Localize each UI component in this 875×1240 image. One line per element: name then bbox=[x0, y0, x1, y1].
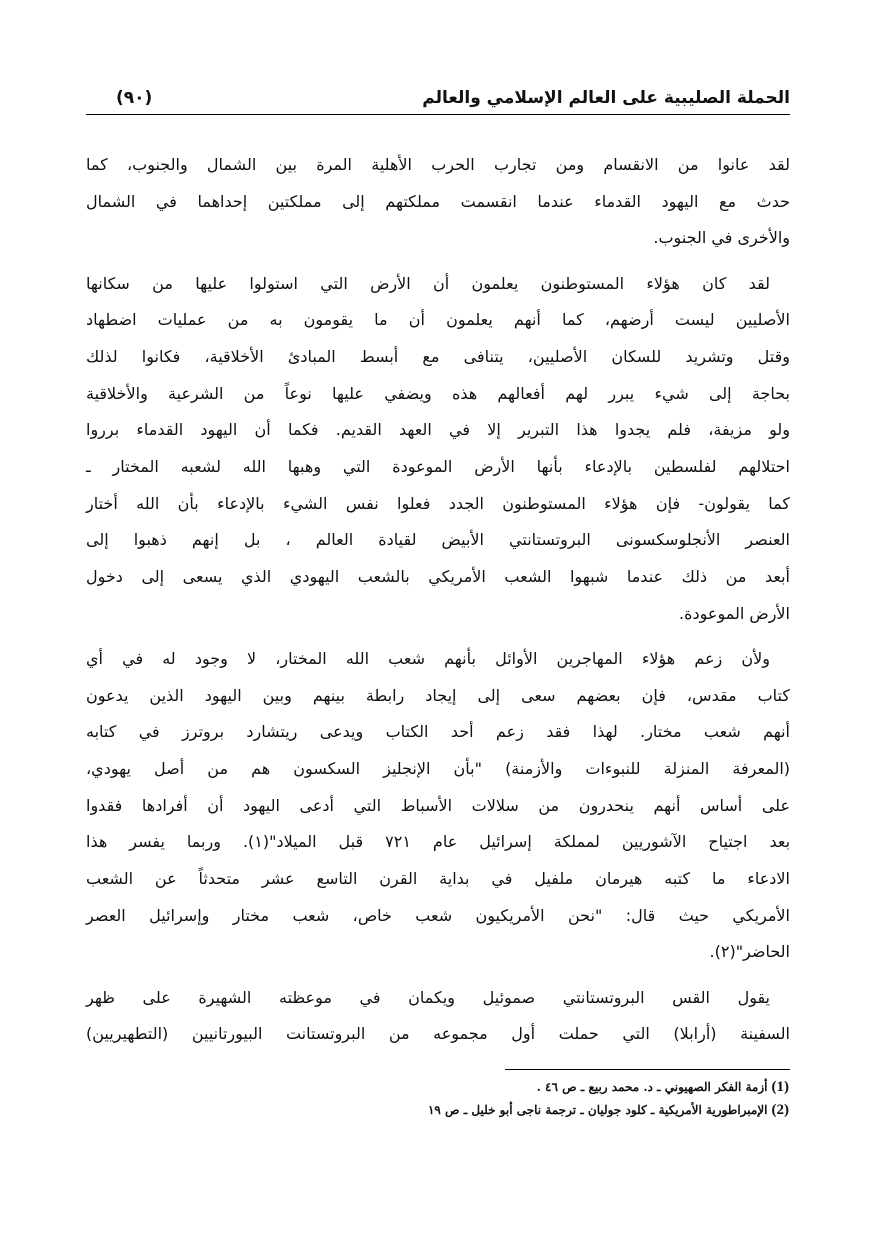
text-line: أنهم شعب مختار. لهذا فقد زعم أحد الكتاب ويدعى ريتشارد بروترز في كتابه bbox=[86, 722, 790, 742]
text-line: يقول القس البروتستانتي صموئيل ويكمان في موعظته الشهيرة على ظهر bbox=[86, 987, 770, 1007]
paragraph bbox=[86, 266, 790, 633]
footnote-marker: (1) bbox=[771, 1079, 789, 1095]
text-line: الحاضر"(٢). bbox=[709, 942, 790, 962]
paragraph bbox=[86, 641, 790, 971]
text-line: بعد اجتياح الآشوريين لمملكة إسرائيل عام ٧٢١ قبل الميلاد"(١). وربما يفسر هذا bbox=[86, 832, 791, 852]
text-line: الأرض الموعودة. bbox=[679, 603, 790, 623]
text-line: حدث مع اليهود القدماء عندما انقسمت مملكتهم إلى مملكتين إحداهما في الشمال bbox=[86, 191, 790, 211]
footnote bbox=[428, 1099, 789, 1122]
text-line: والأخرى في الجنوب. bbox=[653, 228, 790, 248]
text-line: الأمريكي حيث قال: "نحن الأمريكيون شعب خاص، شعب مختار وإسرائيل العصر bbox=[86, 905, 790, 925]
body-text bbox=[86, 147, 790, 1062]
footnote-divider bbox=[505, 1069, 790, 1070]
text-line: ولو مزيفة، فلم يجدوا هذا التبرير إلا في العهد القديم. فكما أن اليهود القدماء برروا bbox=[86, 420, 790, 440]
text-line: الأصليين ليست أرضهم، كما أنهم يعلمون أن ما يقومون به من عمليات اضطهاد bbox=[86, 310, 790, 330]
text-line: لقد عانوا من الانقسام ومن تجارب الحرب الأهلية المرة بين الشمال والجنوب، كما bbox=[86, 155, 790, 174]
text-line: بحاجة إلى شيء يبرر لهم أفعالهم هذه ويضفي عليها نوعاً من الشرعية والأخلاقية bbox=[86, 383, 790, 403]
page-number: (٩٠) bbox=[116, 88, 153, 108]
text-line: على أساس أنهم ينحدرون من سلالات الأسباط التي أدعى اليهود أن أفرادها فقدوا bbox=[86, 795, 790, 815]
footnote bbox=[428, 1076, 789, 1099]
text-line: أبعد من ذلك عندما شبهوا الشعب الأمريكي بالشعب اليهودي الذي يسعى إلى دخول bbox=[86, 567, 790, 587]
footnote-text: الإمبراطورية الأمريكية ـ كلود جوليان ـ ترجمة ناجى أبو خليل ـ ص ١٩ bbox=[427, 1103, 768, 1117]
running-header bbox=[86, 84, 790, 115]
text-line: السفينة (أرابلا) التي حملت أول مجموعه من البروتستانت البيورتانيين (التطهيريين) bbox=[86, 1024, 790, 1044]
footnote-marker: (2) bbox=[771, 1102, 789, 1118]
text-line: لقد كان هؤلاء المستوطنون يعلمون أن الأرض التي استولوا عليها من سكانها bbox=[86, 273, 770, 293]
paragraph bbox=[86, 980, 790, 1053]
text-line: الادعاء ما كتبه هيرمان ملفيل في بداية القرن التاسع عشر متحدثاً عن الشعب bbox=[86, 869, 790, 889]
text-line: احتلالهم لفلسطين بالإدعاء بأنها الأرض الموعودة التي وهبها الله لشعبه المختار ـ bbox=[86, 457, 790, 476]
text-line: (المعرفة المنزلة للنبوءات والأزمنة) "بأن الإنجليز السكسون هم من أصل يهودي، bbox=[86, 759, 790, 778]
book-title: الحملة الصليبية على العالم الإسلامي والعالم bbox=[422, 88, 790, 108]
text-line: العنصر الأنجلوسكسونى البروتستانتي الأبيض لقيادة العالم ، بل إنهم ذهبوا إلى bbox=[86, 530, 790, 550]
text-line: كتاب مقدس، فإن بعضهم سعى إلى إيجاد رابطة بينهم وبين اليهود الذين يدعون bbox=[86, 685, 790, 705]
paragraph bbox=[86, 147, 790, 257]
text-line: كما يقولون- فإن هؤلاء المستوطنون الجدد فعلوا نفس الشيء بالإدعاء بأن الله أختار bbox=[86, 493, 790, 513]
footnote-text: أزمة الفكر الصهيوني ـ د. محمد ربيع ـ ص ٤٦ . bbox=[536, 1080, 768, 1094]
text-line: ولأن زعم هؤلاء المهاجرين الأوائل بأنهم شعب الله المختار، لا وجود له في أي bbox=[86, 648, 770, 668]
footnotes bbox=[428, 1076, 789, 1122]
text-line: وقتل وتشريد للسكان الأصليين، يتنافى مع أبسط المبادئ الأخلاقية، فكانوا لذلك bbox=[86, 346, 790, 366]
